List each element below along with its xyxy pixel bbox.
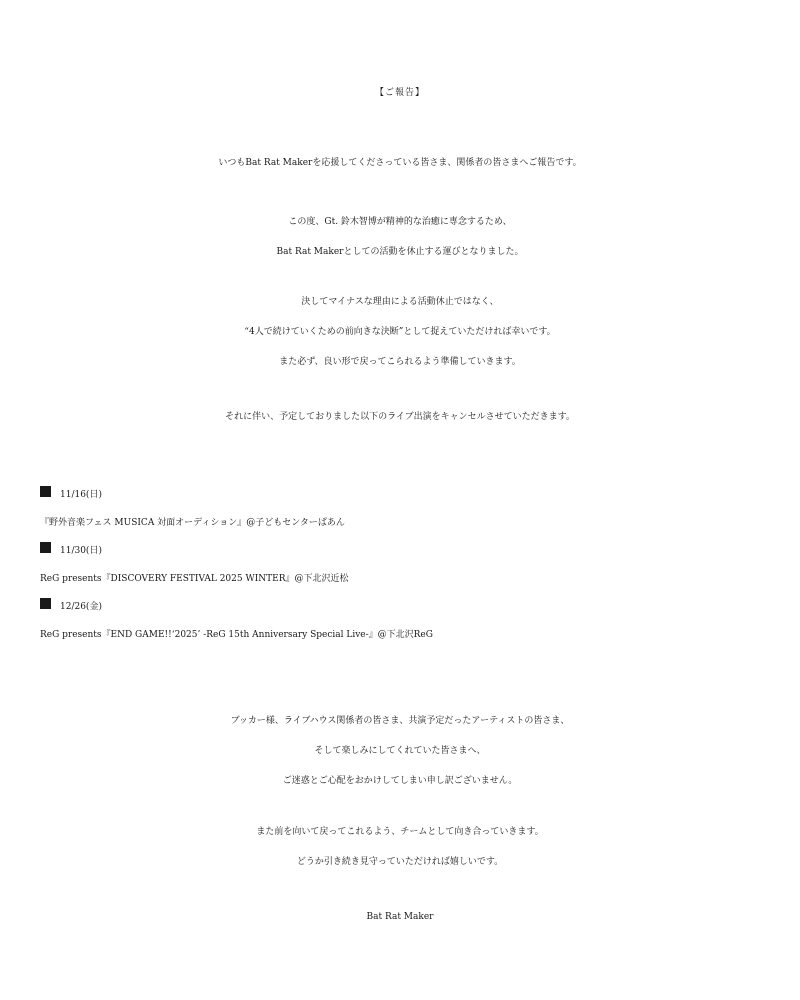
schedule-item: [40, 537, 780, 593]
schedule-date-line: [40, 537, 780, 565]
square-bullet-icon: [40, 486, 51, 497]
schedule-date: 12/26(金): [60, 602, 102, 612]
schedule-date-line: [40, 481, 780, 509]
schedule-date: 11/30(日): [60, 546, 102, 556]
intro-paragraph: [0, 148, 800, 178]
apology-line-3: ご迷惑とご心配をおかけしてしまい申し訳ございません。: [282, 776, 518, 786]
closing-paragraph: [0, 817, 800, 877]
closing-line-2: どうか引き続き見守っていただければ嬉しいです。: [296, 857, 504, 867]
reason-paragraph: [0, 287, 800, 377]
intro-line: いつもBat Rat Makerを応援してくださっている皆さま、関係者の皆さまへご報告です。: [218, 158, 582, 168]
page-title: 【ご報告】: [374, 88, 425, 98]
reason-line-1: 決してマイナスな理由による活動休止ではなく、: [301, 297, 499, 307]
cancelled-schedule-list: [40, 481, 780, 649]
schedule-event: ReG presents『DISCOVERY FESTIVAL 2025 WINTER』@下北沢近松: [40, 574, 349, 584]
schedule-item: [40, 593, 780, 649]
signature: Bat Rat Maker: [366, 912, 434, 922]
schedule-item: [40, 481, 780, 537]
announcement-line-2: Bat Rat Makerとしての活動を休止する運びとなりました。: [276, 247, 524, 257]
cancel-notice-line: それに伴い、予定しておりました以下のライブ出演をキャンセルさせていただきます。: [225, 412, 575, 422]
schedule-event: ReG presents『END GAME!!‘2025’ -ReG 15th Anniversary Special Live-』@下北沢ReG: [40, 630, 433, 640]
reason-line-2: “4人で続けていくための前向きな決断”として捉えていただければ幸いです。: [244, 327, 556, 337]
schedule-event: 『野外音楽フェス MUSICA 対面オーディション』@子どもセンターぱあん: [40, 518, 345, 528]
reason-line-3: また必ず、良い形で戻ってこられるよう準備していきます。: [279, 357, 521, 367]
schedule-date: 11/16(日): [60, 490, 102, 500]
closing-line-1: また前を向いて戻ってこれるよう、チームとして向き合っていきます。: [256, 827, 544, 837]
cancel-notice-paragraph: [0, 402, 800, 432]
square-bullet-icon: [40, 542, 51, 553]
apology-line-1: ブッカー様、ライブハウス関係者の皆さま、共演予定だったアーティストの皆さま、: [230, 716, 570, 726]
announcement-paragraph: [0, 207, 800, 267]
announcement-line-1: この度、Gt. 鈴木智博が精神的な治癒に専念するため、: [288, 217, 512, 227]
apology-line-2: そして楽しみにしてくれていた皆さまへ、: [314, 746, 486, 756]
schedule-date-line: [40, 593, 780, 621]
apology-paragraph: [0, 706, 800, 796]
square-bullet-icon: [40, 598, 51, 609]
